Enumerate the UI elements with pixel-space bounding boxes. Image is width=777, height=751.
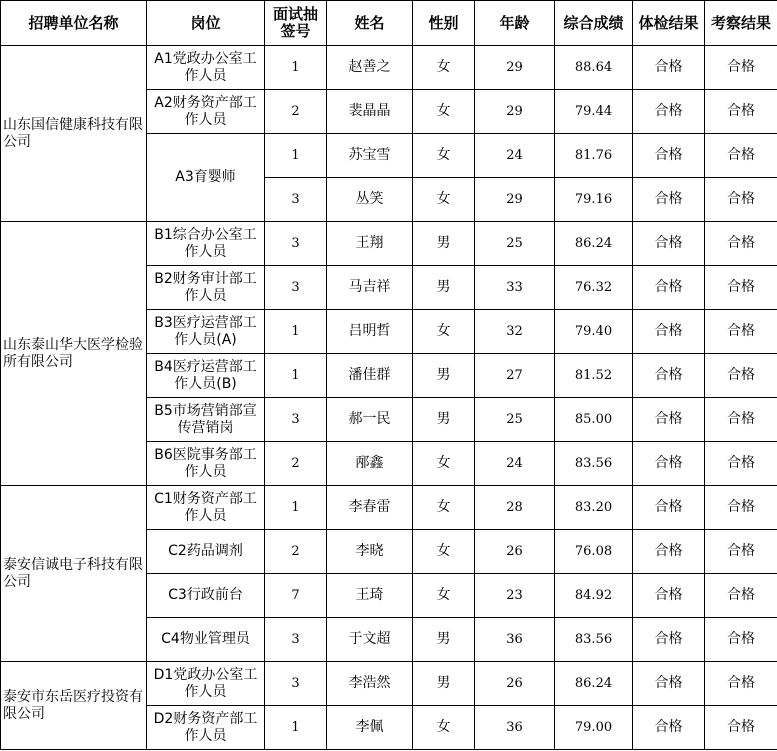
name-cell: 裴晶晶 bbox=[327, 90, 413, 134]
lot-cell: 1 bbox=[265, 46, 327, 90]
inspection-result-cell: 合格 bbox=[705, 530, 777, 574]
position-cell: D2财务资产部工作人员 bbox=[147, 706, 265, 750]
header-position: 岗位 bbox=[147, 1, 265, 46]
name-cell: 于文超 bbox=[327, 618, 413, 662]
lot-cell: 2 bbox=[265, 442, 327, 486]
age-cell: 26 bbox=[475, 530, 555, 574]
lot-cell: 3 bbox=[265, 662, 327, 706]
inspection-result-cell: 合格 bbox=[705, 46, 777, 90]
medical-result-cell: 合格 bbox=[633, 486, 705, 530]
org-name-cell: 山东国信健康科技有限公司 bbox=[1, 46, 147, 222]
position-cell: A3育婴师 bbox=[147, 134, 265, 222]
score-cell: 85.00 bbox=[555, 398, 633, 442]
lot-cell: 1 bbox=[265, 354, 327, 398]
lot-cell: 3 bbox=[265, 178, 327, 222]
header-score: 综合成绩 bbox=[555, 1, 633, 46]
age-cell: 26 bbox=[475, 662, 555, 706]
inspection-result-cell: 合格 bbox=[705, 354, 777, 398]
inspection-result-cell: 合格 bbox=[705, 618, 777, 662]
inspection-result-cell: 合格 bbox=[705, 90, 777, 134]
name-cell: 郝一民 bbox=[327, 398, 413, 442]
medical-result-cell: 合格 bbox=[633, 574, 705, 618]
age-cell: 29 bbox=[475, 178, 555, 222]
score-cell: 79.16 bbox=[555, 178, 633, 222]
header-inspection: 考察结果 bbox=[705, 1, 777, 46]
score-cell: 79.00 bbox=[555, 706, 633, 750]
lot-cell: 2 bbox=[265, 90, 327, 134]
lot-cell: 1 bbox=[265, 134, 327, 178]
position-cell: A2财务资产部工作人员 bbox=[147, 90, 265, 134]
name-cell: 王琦 bbox=[327, 574, 413, 618]
name-cell: 吕明哲 bbox=[327, 310, 413, 354]
position-cell: B5市场营销部宣传营销岗 bbox=[147, 398, 265, 442]
age-cell: 25 bbox=[475, 398, 555, 442]
score-cell: 86.24 bbox=[555, 662, 633, 706]
name-cell: 李佩 bbox=[327, 706, 413, 750]
score-cell: 79.40 bbox=[555, 310, 633, 354]
age-cell: 29 bbox=[475, 90, 555, 134]
table-row bbox=[1, 222, 777, 266]
gender-cell: 女 bbox=[413, 442, 475, 486]
score-cell: 81.52 bbox=[555, 354, 633, 398]
position-cell: B4医疗运营部工作人员(B) bbox=[147, 354, 265, 398]
table-body bbox=[1, 46, 777, 750]
gender-cell: 男 bbox=[413, 398, 475, 442]
age-cell: 36 bbox=[475, 706, 555, 750]
medical-result-cell: 合格 bbox=[633, 662, 705, 706]
table-row bbox=[1, 662, 777, 706]
header-age: 年龄 bbox=[475, 1, 555, 46]
name-cell: 李春雷 bbox=[327, 486, 413, 530]
name-cell: 李浩然 bbox=[327, 662, 413, 706]
age-cell: 25 bbox=[475, 222, 555, 266]
age-cell: 24 bbox=[475, 134, 555, 178]
medical-result-cell: 合格 bbox=[633, 442, 705, 486]
score-cell: 81.76 bbox=[555, 134, 633, 178]
header-org: 招聘单位名称 bbox=[1, 1, 147, 46]
age-cell: 28 bbox=[475, 486, 555, 530]
age-cell: 27 bbox=[475, 354, 555, 398]
inspection-result-cell: 合格 bbox=[705, 134, 777, 178]
org-name-cell: 泰安市东岳医疗投资有限公司 bbox=[1, 662, 147, 750]
score-cell: 88.64 bbox=[555, 46, 633, 90]
medical-result-cell: 合格 bbox=[633, 618, 705, 662]
position-cell: C3行政前台 bbox=[147, 574, 265, 618]
gender-cell: 女 bbox=[413, 134, 475, 178]
medical-result-cell: 合格 bbox=[633, 90, 705, 134]
lot-cell: 7 bbox=[265, 574, 327, 618]
score-cell: 83.56 bbox=[555, 442, 633, 486]
medical-result-cell: 合格 bbox=[633, 266, 705, 310]
name-cell: 苏宝雪 bbox=[327, 134, 413, 178]
medical-result-cell: 合格 bbox=[633, 134, 705, 178]
gender-cell: 女 bbox=[413, 90, 475, 134]
position-cell: A1党政办公室工作人员 bbox=[147, 46, 265, 90]
name-cell: 王翔 bbox=[327, 222, 413, 266]
inspection-result-cell: 合格 bbox=[705, 574, 777, 618]
gender-cell: 男 bbox=[413, 662, 475, 706]
score-cell: 83.56 bbox=[555, 618, 633, 662]
age-cell: 36 bbox=[475, 618, 555, 662]
table-row bbox=[1, 46, 777, 90]
inspection-result-cell: 合格 bbox=[705, 398, 777, 442]
name-cell: 丛笑 bbox=[327, 178, 413, 222]
name-cell: 李晓 bbox=[327, 530, 413, 574]
name-cell: 邴鑫 bbox=[327, 442, 413, 486]
gender-cell: 女 bbox=[413, 706, 475, 750]
header-gender: 性别 bbox=[413, 1, 475, 46]
score-cell: 83.20 bbox=[555, 486, 633, 530]
lot-cell: 3 bbox=[265, 222, 327, 266]
name-cell: 马吉祥 bbox=[327, 266, 413, 310]
gender-cell: 女 bbox=[413, 574, 475, 618]
header-name: 姓名 bbox=[327, 1, 413, 46]
age-cell: 29 bbox=[475, 46, 555, 90]
position-cell: C2药品调剂 bbox=[147, 530, 265, 574]
org-name-cell: 山东泰山华大医学检验所有限公司 bbox=[1, 222, 147, 486]
medical-result-cell: 合格 bbox=[633, 178, 705, 222]
header-row bbox=[1, 1, 777, 46]
lot-cell: 2 bbox=[265, 530, 327, 574]
age-cell: 24 bbox=[475, 442, 555, 486]
position-cell: C1财务资产部工作人员 bbox=[147, 486, 265, 530]
gender-cell: 男 bbox=[413, 222, 475, 266]
header-lot: 面试抽签号 bbox=[265, 1, 327, 46]
inspection-result-cell: 合格 bbox=[705, 662, 777, 706]
position-cell: C4物业管理员 bbox=[147, 618, 265, 662]
position-cell: B6医院事务部工作人员 bbox=[147, 442, 265, 486]
org-name-cell: 泰安信诚电子科技有限公司 bbox=[1, 486, 147, 662]
score-cell: 76.32 bbox=[555, 266, 633, 310]
position-cell: B3医疗运营部工作人员(A) bbox=[147, 310, 265, 354]
name-cell: 赵善之 bbox=[327, 46, 413, 90]
gender-cell: 男 bbox=[413, 618, 475, 662]
lot-cell: 3 bbox=[265, 618, 327, 662]
medical-result-cell: 合格 bbox=[633, 354, 705, 398]
gender-cell: 女 bbox=[413, 178, 475, 222]
gender-cell: 女 bbox=[413, 486, 475, 530]
age-cell: 32 bbox=[475, 310, 555, 354]
lot-cell: 1 bbox=[265, 486, 327, 530]
table-row bbox=[1, 486, 777, 530]
age-cell: 23 bbox=[475, 574, 555, 618]
header-medical: 体检结果 bbox=[633, 1, 705, 46]
gender-cell: 男 bbox=[413, 266, 475, 310]
inspection-result-cell: 合格 bbox=[705, 486, 777, 530]
inspection-result-cell: 合格 bbox=[705, 706, 777, 750]
medical-result-cell: 合格 bbox=[633, 46, 705, 90]
name-cell: 潘佳群 bbox=[327, 354, 413, 398]
inspection-result-cell: 合格 bbox=[705, 310, 777, 354]
medical-result-cell: 合格 bbox=[633, 706, 705, 750]
gender-cell: 女 bbox=[413, 530, 475, 574]
medical-result-cell: 合格 bbox=[633, 222, 705, 266]
inspection-result-cell: 合格 bbox=[705, 266, 777, 310]
score-cell: 84.92 bbox=[555, 574, 633, 618]
lot-cell: 3 bbox=[265, 398, 327, 442]
score-cell: 86.24 bbox=[555, 222, 633, 266]
lot-cell: 1 bbox=[265, 310, 327, 354]
lot-cell: 3 bbox=[265, 266, 327, 310]
position-cell: B2财务审计部工作人员 bbox=[147, 266, 265, 310]
gender-cell: 女 bbox=[413, 310, 475, 354]
medical-result-cell: 合格 bbox=[633, 398, 705, 442]
score-cell: 76.08 bbox=[555, 530, 633, 574]
lot-cell: 1 bbox=[265, 706, 327, 750]
score-cell: 79.44 bbox=[555, 90, 633, 134]
inspection-result-cell: 合格 bbox=[705, 222, 777, 266]
gender-cell: 女 bbox=[413, 46, 475, 90]
age-cell: 33 bbox=[475, 266, 555, 310]
inspection-result-cell: 合格 bbox=[705, 178, 777, 222]
gender-cell: 男 bbox=[413, 354, 475, 398]
position-cell: B1综合办公室工作人员 bbox=[147, 222, 265, 266]
medical-result-cell: 合格 bbox=[633, 530, 705, 574]
medical-result-cell: 合格 bbox=[633, 310, 705, 354]
position-cell: D1党政办公室工作人员 bbox=[147, 662, 265, 706]
inspection-result-cell: 合格 bbox=[705, 442, 777, 486]
